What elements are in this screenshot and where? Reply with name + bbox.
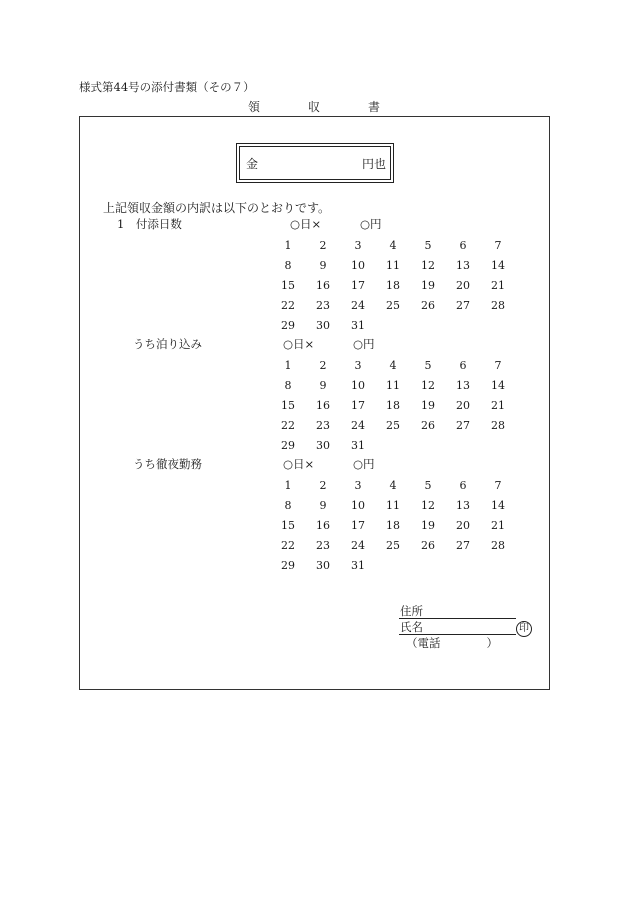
day-number: 29 [281,319,295,332]
day-number: 26 [421,299,435,312]
day-number: 18 [386,519,400,532]
day-number: 9 [319,499,327,512]
day-number: 28 [491,419,505,432]
day-number: 19 [421,399,435,412]
day-number: 7 [494,359,502,372]
day-number: 31 [351,439,365,452]
day-number: 17 [351,279,365,292]
day-number: 24 [351,419,365,432]
day-number: 13 [456,259,470,272]
day-number: 1 [284,479,292,492]
day-number: 4 [389,239,397,252]
day-number: 14 [491,499,505,512]
form-code: 様式第44号の添付書類（その７） [79,80,255,94]
day-number: 20 [456,279,470,292]
day-number: 14 [491,379,505,392]
day-number: 21 [491,399,505,412]
day-number: 30 [316,559,330,572]
title-char: 領 [248,100,261,114]
breakdown-intro: 上記領収金額の内訳は以下のとおりです。 [103,201,331,215]
yen-amount: ○円 [360,217,382,231]
day-number: 5 [424,359,432,372]
day-number: 19 [421,279,435,292]
day-number: 24 [351,299,365,312]
day-number: 12 [421,259,435,272]
document-title [248,101,380,113]
day-number: 17 [351,519,365,532]
day-number: 5 [424,239,432,252]
day-number: 8 [284,259,292,272]
day-number: 13 [456,499,470,512]
day-number: 4 [389,359,397,372]
phone-field: （電話 ） [406,636,498,650]
day-number: 15 [281,279,295,292]
day-number: 27 [456,539,470,552]
day-number: 18 [386,399,400,412]
day-number: 15 [281,399,295,412]
day-number: 7 [494,479,502,492]
day-number: 6 [459,479,467,492]
day-number: 27 [456,299,470,312]
day-number: 18 [386,279,400,292]
day-number: 10 [351,259,365,272]
day-number: 11 [386,379,400,392]
day-number: 15 [281,519,295,532]
day-number: 23 [316,299,330,312]
day-number: 29 [281,559,295,572]
days-count: ○日× [283,457,315,471]
day-number: 29 [281,439,295,452]
day-number: 20 [456,399,470,412]
yen-amount: ○円 [353,457,375,471]
section-label: うち徹夜勤務 [133,457,202,471]
day-number: 26 [421,539,435,552]
day-number: 17 [351,399,365,412]
day-number: 21 [491,519,505,532]
day-number: 23 [316,419,330,432]
day-number: 3 [354,479,362,492]
day-number: 2 [319,359,327,372]
day-number: 20 [456,519,470,532]
day-number: 6 [459,239,467,252]
day-number: 12 [421,379,435,392]
day-number: 16 [316,279,330,292]
day-number: 4 [389,479,397,492]
title-char: 書 [368,100,381,114]
day-number: 16 [316,519,330,532]
day-number: 31 [351,559,365,572]
day-number: 8 [284,379,292,392]
day-number: 26 [421,419,435,432]
day-number: 12 [421,499,435,512]
amount-unit: 円也 [362,157,387,171]
day-number: 31 [351,319,365,332]
day-number: 22 [281,299,295,312]
day-number: 30 [316,319,330,332]
day-number: 8 [284,499,292,512]
day-number: 1 [284,239,292,252]
day-number: 16 [316,399,330,412]
day-number: 22 [281,539,295,552]
day-number: 30 [316,439,330,452]
day-number: 25 [386,419,400,432]
days-count: ○日× [283,337,315,351]
day-number: 21 [491,279,505,292]
title-char: 収 [308,100,321,114]
day-number: 10 [351,499,365,512]
day-number: 14 [491,259,505,272]
day-number: 7 [494,239,502,252]
address-label: 住所 [400,604,423,618]
day-number: 25 [386,299,400,312]
day-number: 9 [319,379,327,392]
day-number: 1 [284,359,292,372]
day-number: 6 [459,359,467,372]
days-count: ○日× [290,217,322,231]
day-number: 10 [351,379,365,392]
day-number: 28 [491,539,505,552]
day-number: 11 [386,259,400,272]
address-line [399,618,516,619]
day-number: 2 [319,479,327,492]
day-number: 9 [319,259,327,272]
day-number: 5 [424,479,432,492]
day-number: 25 [386,539,400,552]
section-label: うち泊り込み [133,337,202,351]
name-label: 氏名 [400,620,423,634]
day-number: 3 [354,239,362,252]
day-number: 27 [456,419,470,432]
day-number: 11 [386,499,400,512]
amount-prefix: 金 [246,157,259,171]
day-number: 3 [354,359,362,372]
day-number: 23 [316,539,330,552]
day-number: 13 [456,379,470,392]
day-number: 19 [421,519,435,532]
day-number: 24 [351,539,365,552]
day-number: 28 [491,299,505,312]
yen-amount: ○円 [353,337,375,351]
section-label: 1 付添日数 [117,217,182,231]
day-number: 2 [319,239,327,252]
day-number: 22 [281,419,295,432]
seal-mark: 印 [516,621,532,637]
name-line [399,634,516,635]
